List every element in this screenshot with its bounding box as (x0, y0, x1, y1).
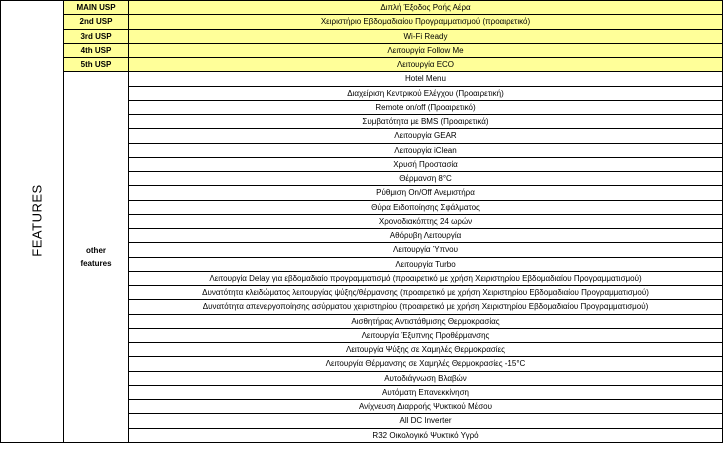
feature-value: Λειτουργία GEAR (129, 129, 723, 143)
feature-value: R32 Οικολογικό Ψυκτικό Υγρό (129, 428, 723, 442)
features-group-label: FEATURES (29, 184, 45, 257)
feature-value: Χρυσή Προστασία (129, 157, 723, 171)
feature-value: Remote on/off (Προαιρετικό) (129, 100, 723, 114)
feature-value: Δυνατότητα κλειδώματος λειτουργίας ψύξης/θέρμανσης (προαιρετικό με χρήση Χειριστηρίου Εβδομαδιαίου Προγραμματισμού) (129, 286, 723, 300)
table-row (1, 58, 723, 72)
other-features-label-line2: features (80, 259, 112, 268)
feature-value: Χρονοδιακόπτης 24 ωρών (129, 214, 723, 228)
feature-value: Αθόρυβη Λειτουργία (129, 229, 723, 243)
usp-value: Χειριστήριο Εβδομαδιαίου Προγραμματισμού (προαιρετικό) (129, 15, 723, 29)
feature-value: Λειτουργία Θέρμανσης σε Χαμηλές Θερμοκρασίες -15°C (129, 357, 723, 371)
table-row (1, 15, 723, 29)
feature-value: Λειτουργία Delay για εβδομαδιαίο προγραμματισμό (προαιρετικό με χρήση Χειριστηρίου Εβδομαδιαίου Προγραμματισμού) (129, 271, 723, 285)
feature-value: Θέρμανση 8°C (129, 172, 723, 186)
feature-value: Ρύθμιση On/Off Ανεμιστήρα (129, 186, 723, 200)
usp-label: 5th USP (64, 58, 129, 72)
feature-value: Αισθητήρας Αντιστάθμισης Θερμοκρασίας (129, 314, 723, 328)
feature-value: Θύρα Ειδοποίησης Σφάλματος (129, 200, 723, 214)
feature-value: Λειτουργία Έξυπνης Προθέρμανσης (129, 328, 723, 342)
usp-value: Wi-Fi Ready (129, 29, 723, 43)
table-row (1, 43, 723, 57)
table-row (1, 72, 723, 86)
usp-value: Διπλή Έξοδος Ροής Αέρα (129, 1, 723, 15)
feature-value: Hotel Menu (129, 72, 723, 86)
feature-value: Συμβατότητα με BMS (Προαιρετικά) (129, 115, 723, 129)
usp-label: 2nd USP (64, 15, 129, 29)
usp-value: Λειτουργία Follow Me (129, 43, 723, 57)
feature-value: Λειτουργία Ύπνου (129, 243, 723, 257)
features-group-cell (1, 1, 64, 443)
usp-label: MAIN USP (64, 1, 129, 15)
feature-value: Αυτόματη Επανεκκίνηση (129, 385, 723, 399)
table-row (1, 29, 723, 43)
table-row (1, 1, 723, 15)
feature-value: Δυνατότητα απενεργοποίησης ασύρματου χειριστηρίου (προαιρετικό με χρήση Χειριστηρίου Εβδομαδιαίου Προγραμματισμού) (129, 300, 723, 314)
feature-value: Λειτουργία Ψύξης σε Χαμηλές Θερμοκρασίες (129, 343, 723, 357)
feature-value: Διαχείριση Κεντρικού Ελέγχου (Προαιρετική) (129, 86, 723, 100)
feature-value: Λειτουργία iClean (129, 143, 723, 157)
other-features-label (64, 72, 129, 443)
features-table-body (1, 1, 723, 443)
feature-value: All DC Inverter (129, 414, 723, 428)
feature-value: Ανίχνευση Διαρροής Ψυκτικού Μέσου (129, 400, 723, 414)
usp-label: 4th USP (64, 43, 129, 57)
usp-label: 3rd USP (64, 29, 129, 43)
feature-value: Αυτοδιάγνωση Βλαβών (129, 371, 723, 385)
other-features-label-line1: other (86, 246, 106, 255)
feature-value: Λειτουργία Turbo (129, 257, 723, 271)
usp-value: Λειτουργία ECO (129, 58, 723, 72)
